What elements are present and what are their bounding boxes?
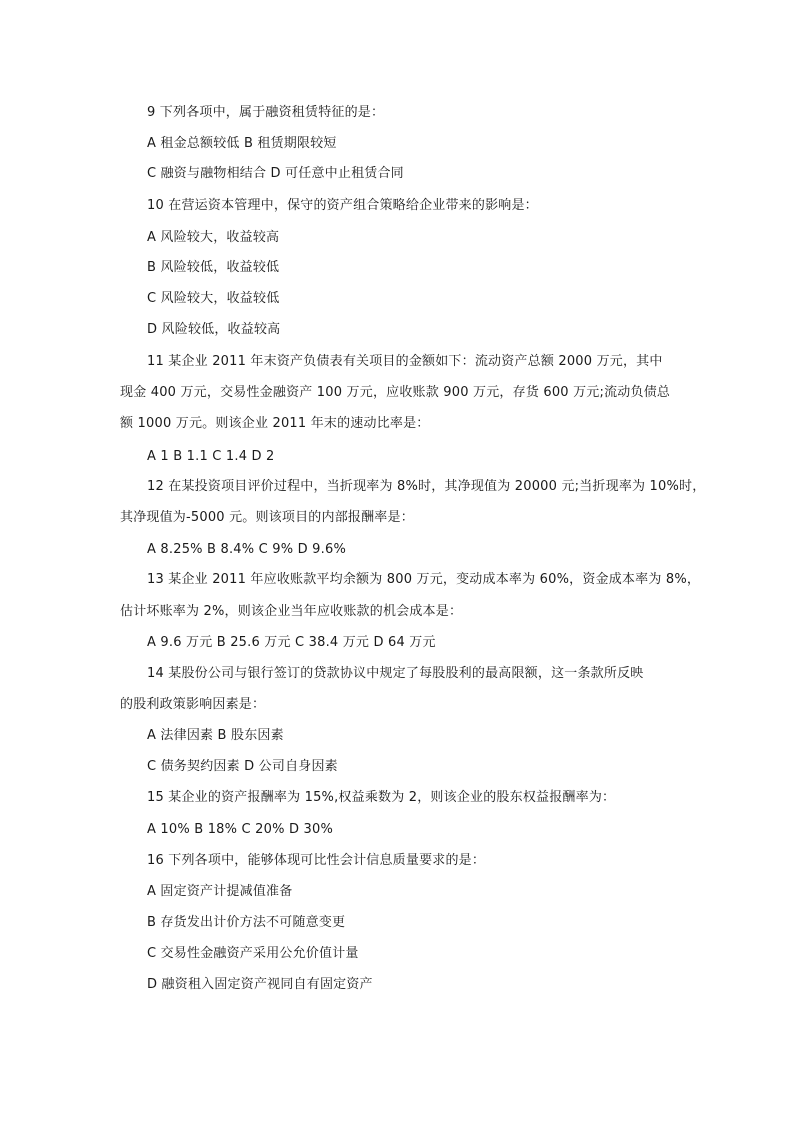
- question-13-line-1: 13 某企业 2011 年应收账款平均余额为 800 万元，变动成本率为 60%，资金成本率为 8%，: [147, 572, 701, 587]
- question-11-line-3: 额 1000 万元。则该企业 2011 年末的速动比率是：: [120, 416, 430, 431]
- question-10-option-b: B 风险较低，收益较低: [147, 260, 280, 275]
- question-13-line-2: 估计坏账率为 2%，则该企业当年应收账款的机会成本是：: [120, 604, 463, 619]
- question-16: 16 下列各项中，能够体现可比性会计信息质量要求的是：: [147, 853, 486, 868]
- question-11-options: A 1 B 1.1 C 1.4 D 2: [147, 449, 275, 464]
- question-15-options: A 10% B 18% C 20% D 30%: [147, 822, 334, 837]
- question-12-options: A 8.25% B 8.4% C 9% D 9.6%: [147, 542, 347, 557]
- question-13-options: A 9.6 万元 B 25.6 万元 C 38.4 万元 D 64 万元: [147, 635, 436, 650]
- question-10-option-c: C 风险较大，收益较低: [147, 291, 280, 306]
- question-14-line-1: 14 某股份公司与银行签订的贷款协议中规定了每股股利的最高限额，这一条款所反映: [147, 666, 644, 681]
- question-11-line-2: 现金 400 万元，交易性金融资产 100 万元，应收账款 900 万元，存货 600 万元;流动负债总: [120, 385, 671, 400]
- question-10-option-a: A 风险较大，收益较高: [147, 230, 280, 245]
- question-14-line-2: 的股利政策影响因素是：: [120, 697, 266, 712]
- question-11-line-1: 11 某企业 2011 年末资产负债表有关项目的金额如下：流动资产总额 2000 万元，其中: [147, 354, 663, 369]
- question-10-option-d: D 风险较低，收益较高: [147, 322, 281, 337]
- question-16-option-c: C 交易性金融资产采用公允价值计量: [147, 946, 359, 961]
- question-12-line-1: 12 在某投资项目评价过程中，当折现率为 8%时，其净现值为 20000 元;当折现率为 10%时，: [147, 479, 706, 494]
- question-16-option-b: B 存货发出计价方法不可随意变更: [147, 915, 346, 930]
- question-15: 15 某企业的资产报酬率为 15%,权益乘数为 2，则该企业的股东权益报酬率为：: [147, 790, 616, 805]
- question-10: 10 在营运资本管理中，保守的资产组合策略给企业带来的影响是：: [147, 198, 538, 213]
- question-16-option-d: D 融资租入固定资产视同自有固定资产: [147, 977, 373, 992]
- question-9: 9 下列各项中，属于融资租赁特征的是：: [147, 105, 385, 120]
- question-14-options-ab: A 法律因素 B 股东因素: [147, 728, 284, 743]
- question-16-option-a: A 固定资产计提减值准备: [147, 884, 293, 899]
- question-12-line-2: 其净现值为-5000 元。则该项目的内部报酬率是：: [120, 510, 414, 525]
- question-14-options-cd: C 债务契约因素 D 公司自身因素: [147, 759, 338, 774]
- question-9-options-ab: A 租金总额较低 B 租赁期限较短: [147, 136, 337, 151]
- question-9-options-cd: C 融资与融物相结合 D 可任意中止租赁合同: [147, 166, 404, 181]
